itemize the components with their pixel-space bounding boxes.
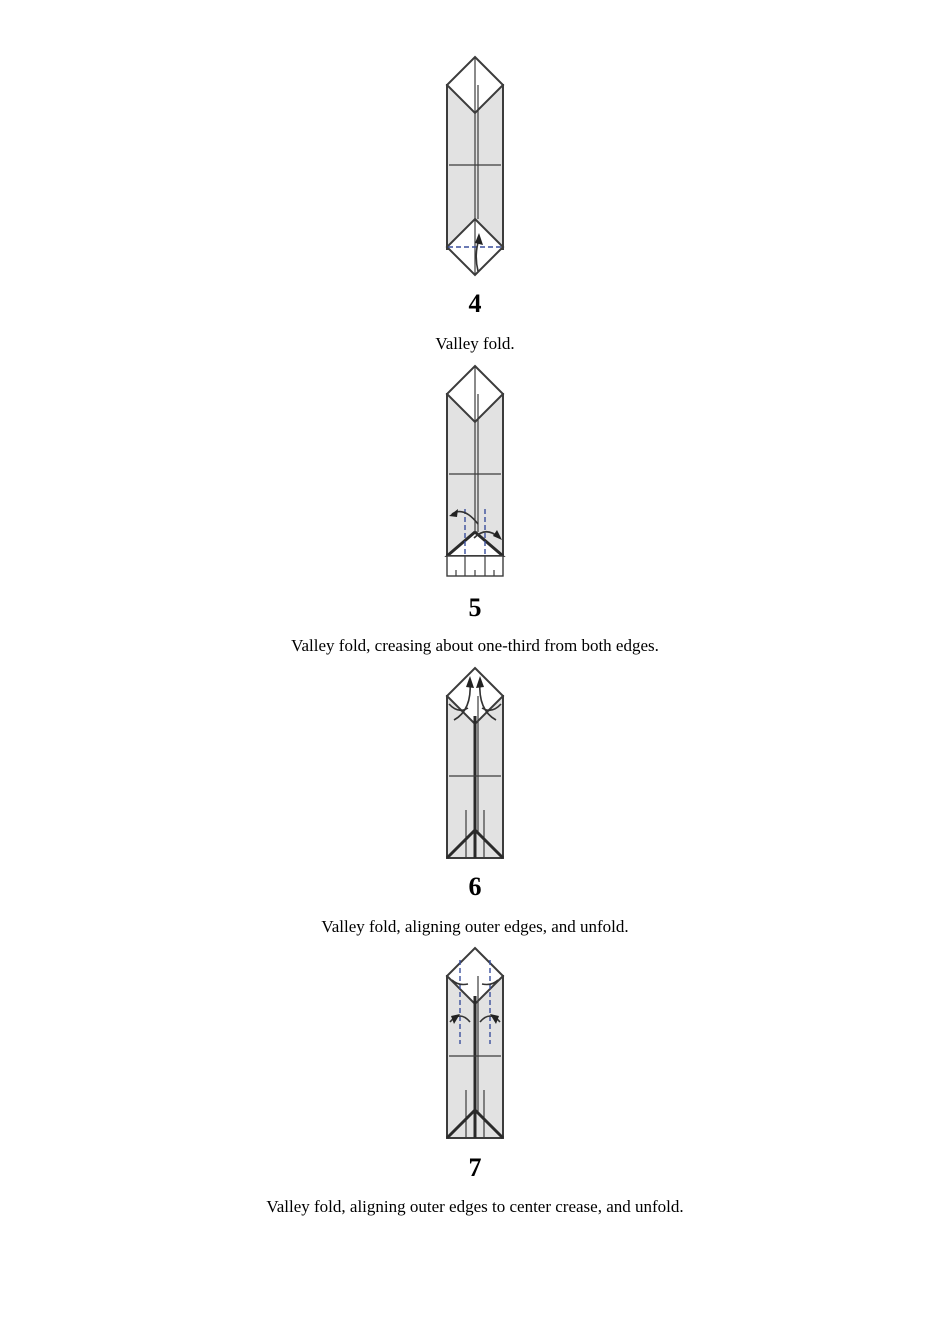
step-6-diagram xyxy=(440,666,510,862)
step-number: 7 xyxy=(468,1153,482,1182)
step-caption: Valley fold, aligning outer edges to center crease, and unfold. xyxy=(266,1197,684,1216)
step-7-diagram xyxy=(440,946,510,1142)
step-4-diagram xyxy=(440,55,510,277)
step-number: 4 xyxy=(468,289,482,318)
step-number: 6 xyxy=(468,872,482,901)
step-caption: Valley fold, creasing about one-third from both edges. xyxy=(291,636,659,655)
step-caption: Valley fold. xyxy=(435,334,515,353)
step-5-diagram xyxy=(440,364,510,580)
step-caption: Valley fold, aligning outer edges, and unfold. xyxy=(321,917,629,936)
step-number: 5 xyxy=(468,593,482,622)
